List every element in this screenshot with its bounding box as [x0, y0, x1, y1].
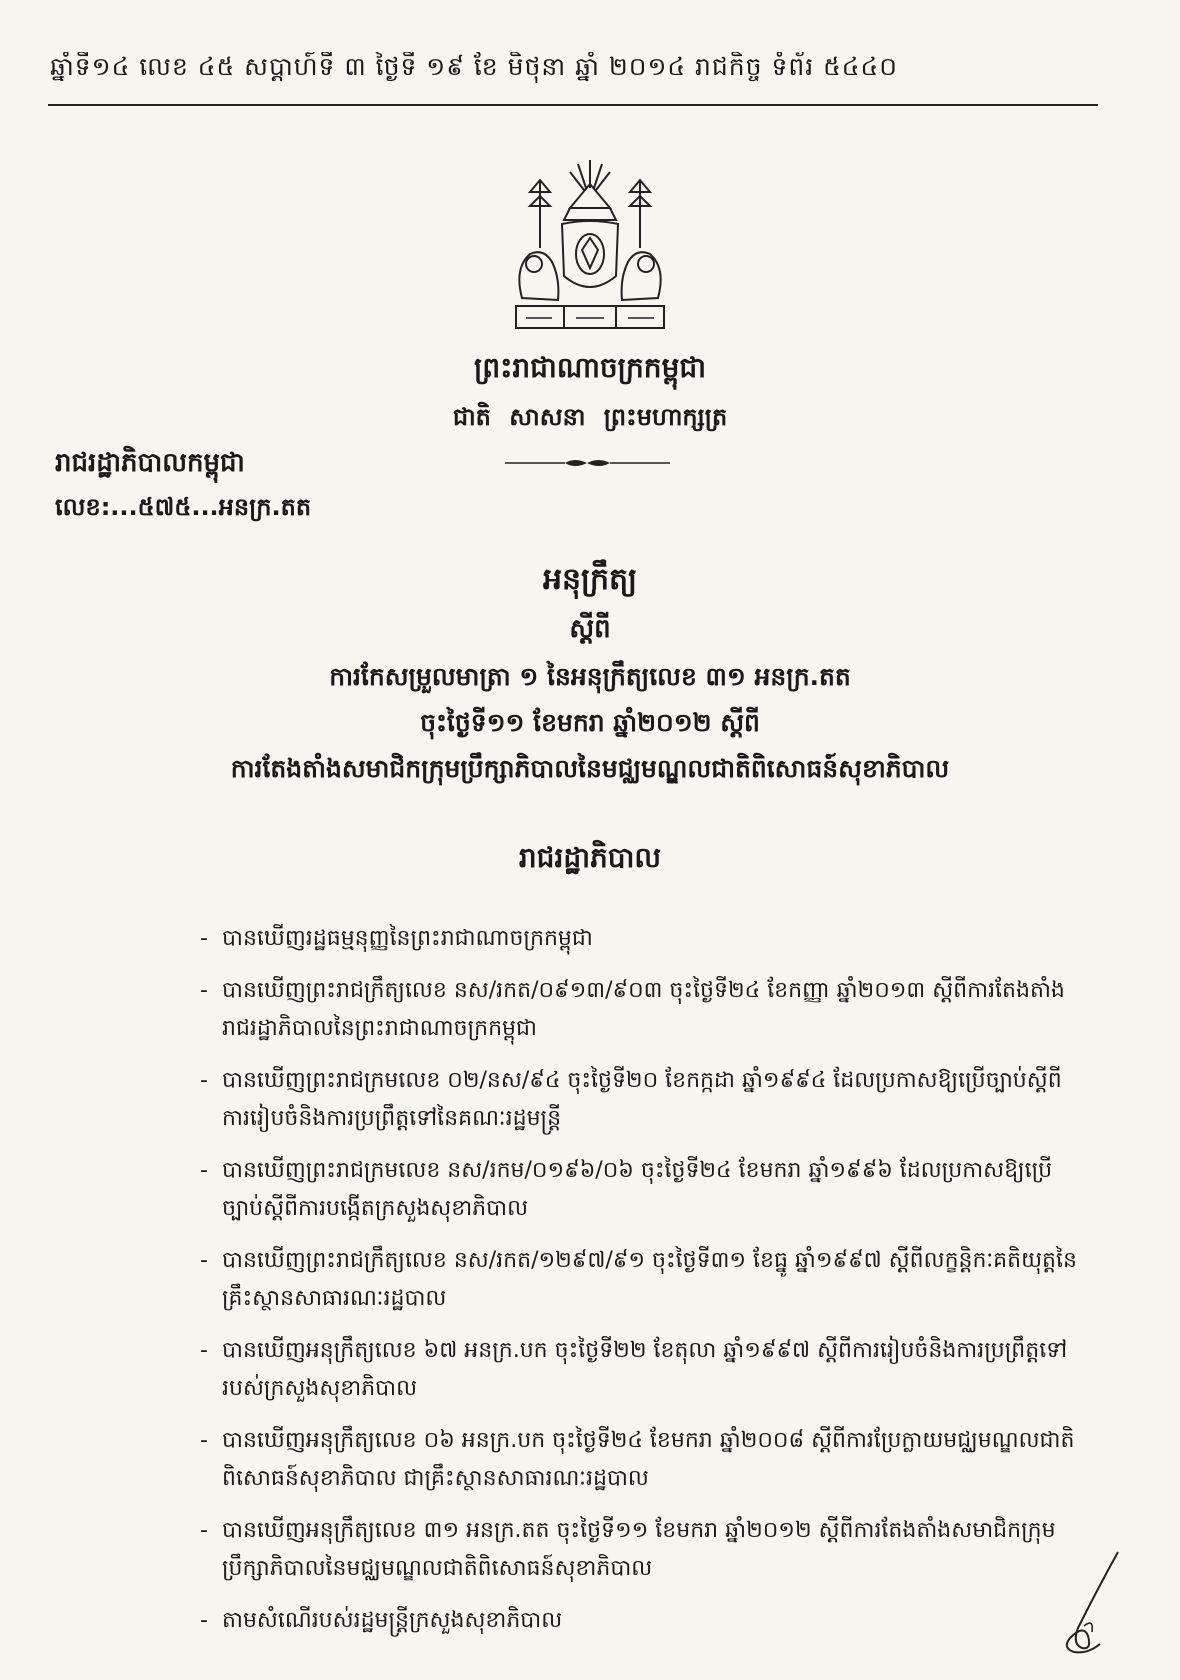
list-item: - បានឃើញអនុក្រឹត្យលេខ ៣១ អនក្រ.តត ចុះថ្ងៃទី១១ ខែមករា ឆ្នាំ២០១២ ស្តីពីការតែងតាំងសមាជិកក្រុមប្រឹក្សាភិបាលនៃមជ្ឈមណ្ឌលជាតិពិសោធន៍សុខាភិបាល	[200, 1512, 1080, 1588]
list-item: - បានឃើញព្រះរាជក្រឹត្យលេខ នស/រកត/០៩១៣/៩០៣ ចុះថ្ងៃទី២៤ ខែកញ្ញា ឆ្នាំ២០១៣ ស្តីពីការតែងតាំងរាជរដ្ឋាភិបាលនៃព្រះរាជាណាចក្រកម្ពុជា	[200, 972, 1080, 1048]
document-type: អនុក្រឹត្យ	[542, 562, 638, 597]
list-item: - តាមសំណើរបស់រដ្ឋមន្ត្រីក្រសួងសុខាភិបាល	[200, 1602, 1080, 1640]
kingdom-motto: ជាតិ សាសនា ព្រះមហាក្សត្រ	[452, 403, 728, 431]
government-heading: រាជរដ្ឋាភិបាល	[518, 841, 662, 874]
list-item: - បានឃើញរដ្ឋធម្មនុញ្ញនៃព្រះរាជាណាចក្រកម្ពុជា	[200, 920, 1080, 958]
legal-basis-list	[200, 920, 1080, 1654]
header-rule	[48, 104, 1098, 106]
issuer-name: រាជរដ្ឋាភិបាលកម្ពុជា	[55, 448, 245, 478]
list-item: - បានឃើញព្រះរាជក្រឹត្យលេខ នស/រកត/១២៩៧/៩១ ចុះថ្ងៃទី៣១ ខែធ្នូ ឆ្នាំ១៩៩៧ ស្តីពីលក្ខន្តិកៈគតិយុត្តនៃគ្រឹះស្ថានសាធារណៈរដ្ឋបាល	[200, 1242, 1080, 1318]
title-line-1: ការកែសម្រួលមាត្រា ១ នៃអនុក្រឹត្យលេខ ៣១ អនក្រ.តត	[329, 662, 851, 691]
initials-signature-icon	[1048, 1548, 1128, 1658]
royal-emblem-icon	[500, 158, 680, 336]
title-line-3: ការតែងតាំងសមាជិកក្រុមប្រឹក្សាភិបាលនៃមជ្ឈមណ្ឌលជាតិពិសោធន៍សុខាភិបាល	[230, 754, 950, 783]
list-item: - បានឃើញព្រះរាជក្រមលេខ ០២/នស/៩៤ ចុះថ្ងៃទី២០ ខែកក្កដា ឆ្នាំ១៩៩៤ ដែលប្រកាសឱ្យប្រើច្បាប់ស្តីពីការរៀបចំនិងការប្រព្រឹត្តទៅនៃគណៈរដ្ឋមន្ត្រី	[200, 1062, 1080, 1138]
list-item: - បានឃើញអនុក្រឹត្យលេខ ៦៧ អនក្រ.បក ចុះថ្ងៃទី២២ ខែតុលា ឆ្នាំ១៩៩៧ ស្តីពីការរៀបចំនិងការប្រព្រឹត្តទៅរបស់ក្រសួងសុខាភិបាល	[200, 1332, 1080, 1408]
gazette-header: ឆ្នាំទី១៤ លេខ ៤៥ សប្តាហ៍ទី ៣ ថ្ងៃទី ១៩ ខែ មិថុនា ឆ្នាំ ២០១៤ រាជកិច្ច ទំព័រ ៥៤៤០	[50, 52, 898, 81]
list-item: - បានឃើញអនុក្រឹត្យលេខ ០៦ អនក្រ.បក ចុះថ្ងៃទី២៤ ខែមករា ឆ្នាំ២០០៨ ស្តីពីការប្រែក្លាយមជ្ឈមណ្ឌលជាតិពិសោធន៍សុខាភិបាល ជាគ្រឹះស្ថានសាធារណៈរដ្ឋបាល	[200, 1422, 1080, 1498]
ornament-divider-icon	[505, 457, 670, 469]
reference-number: លេខ:...៥៧៥...អនក្រ.តត	[55, 493, 312, 521]
title-about: ស្តីពី	[569, 614, 611, 644]
kingdom-name: ព្រះរាជាណាចក្រកម្ពុជា	[473, 351, 706, 384]
list-item: - បានឃើញព្រះរាជក្រមលេខ នស/រកម/០១៩៦/០៦ ចុះថ្ងៃទី២៤ ខែមករា ឆ្នាំ១៩៩៦ ដែលប្រកាសឱ្យប្រើច្បាប់ស្តីពីការបង្កើតក្រសួងសុខាភិបាល	[200, 1152, 1080, 1228]
title-line-2: ចុះថ្ងៃទី១១ ខែមករា ឆ្នាំ២០១២ ស្តីពី	[420, 708, 760, 737]
